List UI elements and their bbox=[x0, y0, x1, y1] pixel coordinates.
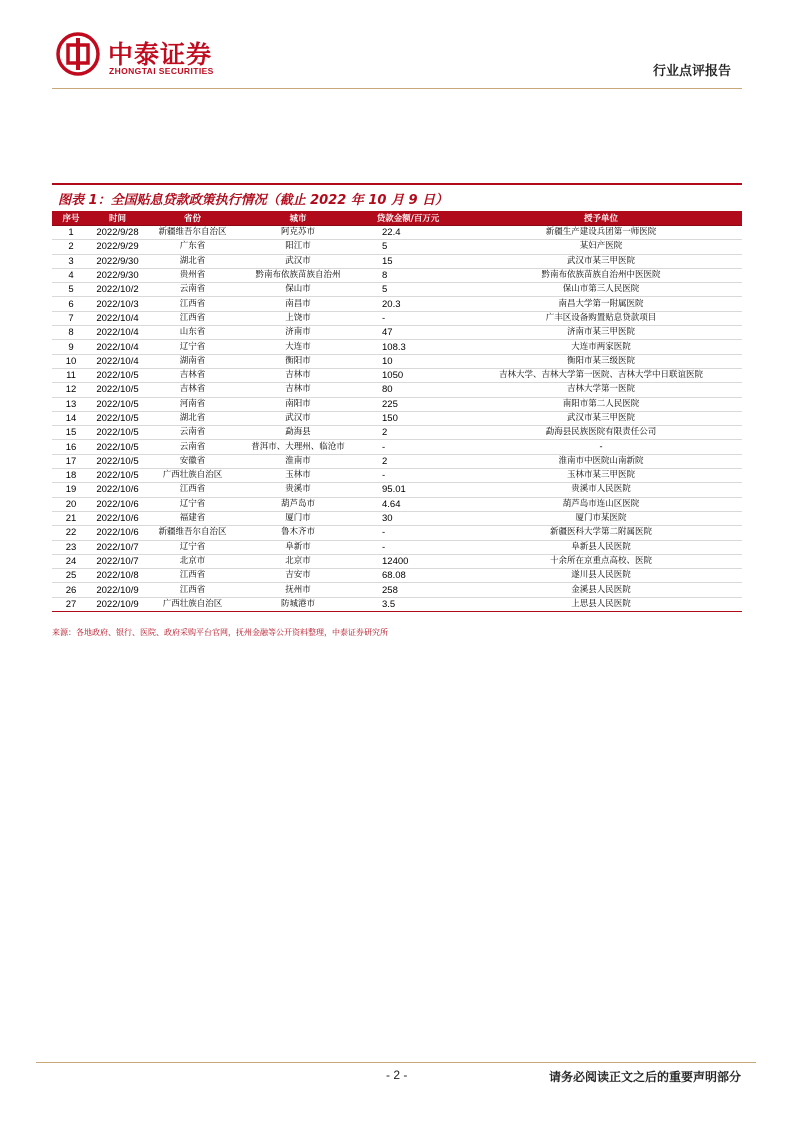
row-date: 2022/10/2 bbox=[90, 283, 145, 297]
row-city: 鲁木齐市 bbox=[240, 526, 356, 540]
row-loan-amount: 150 bbox=[356, 411, 460, 425]
row-index: 21 bbox=[52, 511, 90, 525]
row-recipient: 广丰区设备购置贴息贷款项目 bbox=[460, 311, 742, 325]
row-city: 阿克苏市 bbox=[240, 226, 356, 240]
table-row bbox=[52, 483, 742, 497]
row-index: 19 bbox=[52, 483, 90, 497]
row-province: 湖北省 bbox=[145, 411, 240, 425]
row-index: 6 bbox=[52, 297, 90, 311]
row-loan-amount: 20.3 bbox=[356, 297, 460, 311]
row-loan-amount: 1050 bbox=[356, 368, 460, 382]
row-city: 抚州市 bbox=[240, 583, 356, 597]
table-row bbox=[52, 426, 742, 440]
row-recipient: 勐海县民族医院有限责任公司 bbox=[460, 426, 742, 440]
row-province: 广西壮族自治区 bbox=[145, 469, 240, 483]
row-index: 22 bbox=[52, 526, 90, 540]
row-index: 3 bbox=[52, 254, 90, 268]
table-row bbox=[52, 340, 742, 354]
row-recipient: 保山市第三人民医院 bbox=[460, 283, 742, 297]
row-city: 防城港市 bbox=[240, 597, 356, 611]
row-recipient: 金溪县人民医院 bbox=[460, 583, 742, 597]
table-row bbox=[52, 226, 742, 240]
row-province: 江西省 bbox=[145, 311, 240, 325]
table-row bbox=[52, 383, 742, 397]
row-index: 11 bbox=[52, 368, 90, 382]
row-date: 2022/9/29 bbox=[90, 240, 145, 254]
row-loan-amount: 68.08 bbox=[356, 569, 460, 583]
row-province: 江西省 bbox=[145, 583, 240, 597]
page-header bbox=[0, 0, 793, 90]
row-city: 阳江市 bbox=[240, 240, 356, 254]
row-province: 江西省 bbox=[145, 483, 240, 497]
row-recipient: 新疆生产建设兵团第一师医院 bbox=[460, 226, 742, 240]
table-row bbox=[52, 440, 742, 454]
row-loan-amount: 108.3 bbox=[356, 340, 460, 354]
row-date: 2022/10/5 bbox=[90, 368, 145, 382]
row-loan-amount: 2 bbox=[356, 426, 460, 440]
row-recipient: 淮南市中医院山南新院 bbox=[460, 454, 742, 468]
row-recipient: 吉林大学第一医院 bbox=[460, 383, 742, 397]
row-recipient: 上思县人民医院 bbox=[460, 597, 742, 611]
row-index: 8 bbox=[52, 326, 90, 340]
row-city: 黔南布依族苗族自治州 bbox=[240, 268, 356, 282]
row-date: 2022/10/6 bbox=[90, 483, 145, 497]
row-province: 福建省 bbox=[145, 511, 240, 525]
row-recipient: 南阳市第二人民医院 bbox=[460, 397, 742, 411]
row-city: 厦门市 bbox=[240, 511, 356, 525]
row-index: 15 bbox=[52, 426, 90, 440]
row-loan-amount: 2 bbox=[356, 454, 460, 468]
row-loan-amount: 12400 bbox=[356, 554, 460, 568]
row-loan-amount: 5 bbox=[356, 283, 460, 297]
table-row bbox=[52, 540, 742, 554]
row-date: 2022/9/30 bbox=[90, 268, 145, 282]
row-city: 贵溪市 bbox=[240, 483, 356, 497]
header-divider bbox=[52, 88, 742, 89]
table-row bbox=[52, 326, 742, 340]
row-recipient: 大连市两家医院 bbox=[460, 340, 742, 354]
column-header: 授予单位 bbox=[460, 211, 742, 226]
row-province: 广东省 bbox=[145, 240, 240, 254]
row-index: 9 bbox=[52, 340, 90, 354]
row-province: 吉林省 bbox=[145, 368, 240, 382]
row-date: 2022/10/5 bbox=[90, 454, 145, 468]
row-recipient: 葫芦岛市连山区医院 bbox=[460, 497, 742, 511]
row-date: 2022/10/8 bbox=[90, 569, 145, 583]
row-index: 4 bbox=[52, 268, 90, 282]
row-city: 南昌市 bbox=[240, 297, 356, 311]
table-row bbox=[52, 583, 742, 597]
row-recipient: 南昌大学第一附属医院 bbox=[460, 297, 742, 311]
row-province: 吉林省 bbox=[145, 383, 240, 397]
row-province: 北京市 bbox=[145, 554, 240, 568]
row-index: 13 bbox=[52, 397, 90, 411]
row-date: 2022/10/9 bbox=[90, 597, 145, 611]
column-header: 城市 bbox=[240, 211, 356, 226]
row-province: 广西壮族自治区 bbox=[145, 597, 240, 611]
row-date: 2022/10/6 bbox=[90, 511, 145, 525]
row-loan-amount: - bbox=[356, 311, 460, 325]
footer-divider bbox=[36, 1062, 756, 1063]
row-city: 玉林市 bbox=[240, 469, 356, 483]
row-loan-amount: - bbox=[356, 440, 460, 454]
row-index: 23 bbox=[52, 540, 90, 554]
table-row bbox=[52, 454, 742, 468]
figure-title: 图表 1：全国贴息贷款政策执行情况（截止 2022 年 10 月 9 日） bbox=[58, 193, 449, 208]
row-city: 武汉市 bbox=[240, 254, 356, 268]
row-loan-amount: 22.4 bbox=[356, 226, 460, 240]
column-header: 时间 bbox=[90, 211, 145, 226]
table-row bbox=[52, 597, 742, 611]
row-recipient: 新疆医科大学第二附属医院 bbox=[460, 526, 742, 540]
row-city: 吉林市 bbox=[240, 368, 356, 382]
row-city: 大连市 bbox=[240, 340, 356, 354]
row-province: 湖南省 bbox=[145, 354, 240, 368]
row-index: 7 bbox=[52, 311, 90, 325]
row-loan-amount: 4.64 bbox=[356, 497, 460, 511]
row-loan-amount: 8 bbox=[356, 268, 460, 282]
column-header: 省份 bbox=[145, 211, 240, 226]
column-header: 贷款金额/百万元 bbox=[356, 211, 460, 226]
row-province: 云南省 bbox=[145, 283, 240, 297]
page-number: - 2 - bbox=[386, 1068, 408, 1082]
table-row bbox=[52, 397, 742, 411]
row-city: 南阳市 bbox=[240, 397, 356, 411]
row-date: 2022/10/4 bbox=[90, 340, 145, 354]
row-date: 2022/10/5 bbox=[90, 426, 145, 440]
row-city: 吉林市 bbox=[240, 383, 356, 397]
row-city: 吉安市 bbox=[240, 569, 356, 583]
loan-policy-table bbox=[52, 211, 742, 612]
source-note: 来源：各地政府、银行、医院、政府采购平台官网，抚州金融等公开资料整理，中泰证券研究所 bbox=[52, 628, 388, 637]
row-index: 27 bbox=[52, 597, 90, 611]
row-index: 25 bbox=[52, 569, 90, 583]
row-loan-amount: 258 bbox=[356, 583, 460, 597]
logo-chinese-text: 中泰证券 bbox=[108, 40, 213, 69]
row-province: 辽宁省 bbox=[145, 540, 240, 554]
row-province: 新疆维吾尔自治区 bbox=[145, 226, 240, 240]
row-province: 河南省 bbox=[145, 397, 240, 411]
row-loan-amount: 5 bbox=[356, 240, 460, 254]
row-city: 北京市 bbox=[240, 554, 356, 568]
row-date: 2022/10/7 bbox=[90, 554, 145, 568]
row-date: 2022/10/4 bbox=[90, 311, 145, 325]
table-row bbox=[52, 469, 742, 483]
zhongtai-logo-icon bbox=[56, 32, 100, 76]
row-loan-amount: 3.5 bbox=[356, 597, 460, 611]
row-city: 阜新市 bbox=[240, 540, 356, 554]
row-date: 2022/10/5 bbox=[90, 397, 145, 411]
row-date: 2022/10/4 bbox=[90, 326, 145, 340]
row-loan-amount: 30 bbox=[356, 511, 460, 525]
row-city: 勐海县 bbox=[240, 426, 356, 440]
row-index: 20 bbox=[52, 497, 90, 511]
row-city: 衡阳市 bbox=[240, 354, 356, 368]
table-row bbox=[52, 311, 742, 325]
row-date: 2022/10/6 bbox=[90, 526, 145, 540]
row-loan-amount: - bbox=[356, 540, 460, 554]
table-row bbox=[52, 297, 742, 311]
table-row bbox=[52, 526, 742, 540]
row-recipient: 衡阳市某三级医院 bbox=[460, 354, 742, 368]
row-province: 湖北省 bbox=[145, 254, 240, 268]
row-province: 江西省 bbox=[145, 569, 240, 583]
row-loan-amount: 225 bbox=[356, 397, 460, 411]
row-recipient: 吉林大学、吉林大学第一医院、吉林大学中日联谊医院 bbox=[460, 368, 742, 382]
table-row bbox=[52, 368, 742, 382]
table-row bbox=[52, 411, 742, 425]
row-recipient: 遂川县人民医院 bbox=[460, 569, 742, 583]
disclaimer-text: 请务必阅读正文之后的重要声明部分 bbox=[548, 1070, 741, 1084]
row-province: 山东省 bbox=[145, 326, 240, 340]
row-date: 2022/10/9 bbox=[90, 583, 145, 597]
row-date: 2022/10/5 bbox=[90, 383, 145, 397]
row-city: 武汉市 bbox=[240, 411, 356, 425]
row-date: 2022/10/6 bbox=[90, 497, 145, 511]
row-date: 2022/10/7 bbox=[90, 540, 145, 554]
row-recipient: 贵溪市人民医院 bbox=[460, 483, 742, 497]
row-loan-amount: - bbox=[356, 526, 460, 540]
row-province: 云南省 bbox=[145, 426, 240, 440]
figure-title-bar bbox=[52, 183, 742, 211]
row-recipient: 厦门市某医院 bbox=[460, 511, 742, 525]
row-recipient: 济南市某三甲医院 bbox=[460, 326, 742, 340]
row-recipient: 玉林市某三甲医院 bbox=[460, 469, 742, 483]
row-index: 2 bbox=[52, 240, 90, 254]
row-city: 普洱市、大理州、临沧市 bbox=[240, 440, 356, 454]
report-type-label: 行业点评报告 bbox=[652, 64, 731, 79]
row-recipient: 十余所在京重点高校、医院 bbox=[460, 554, 742, 568]
row-recipient: 阜新县人民医院 bbox=[460, 540, 742, 554]
row-date: 2022/9/30 bbox=[90, 254, 145, 268]
row-index: 10 bbox=[52, 354, 90, 368]
row-index: 1 bbox=[52, 226, 90, 240]
table-row bbox=[52, 268, 742, 282]
row-date: 2022/10/5 bbox=[90, 440, 145, 454]
logo-english-text: ZHONGTAI SECURITIES bbox=[109, 66, 214, 76]
table-row bbox=[52, 511, 742, 525]
column-header: 序号 bbox=[52, 211, 90, 226]
row-date: 2022/10/5 bbox=[90, 411, 145, 425]
row-index: 5 bbox=[52, 283, 90, 297]
row-province: 云南省 bbox=[145, 440, 240, 454]
row-city: 淮南市 bbox=[240, 454, 356, 468]
row-recipient: 武汉市某三甲医院 bbox=[460, 254, 742, 268]
row-recipient: 某妇产医院 bbox=[460, 240, 742, 254]
row-city: 葫芦岛市 bbox=[240, 497, 356, 511]
row-index: 26 bbox=[52, 583, 90, 597]
row-province: 辽宁省 bbox=[145, 497, 240, 511]
table-row bbox=[52, 497, 742, 511]
row-index: 17 bbox=[52, 454, 90, 468]
table-header-row bbox=[52, 211, 742, 226]
row-province: 辽宁省 bbox=[145, 340, 240, 354]
table-row bbox=[52, 240, 742, 254]
row-index: 16 bbox=[52, 440, 90, 454]
row-province: 安徽省 bbox=[145, 454, 240, 468]
row-loan-amount: 47 bbox=[356, 326, 460, 340]
row-recipient: 武汉市某三甲医院 bbox=[460, 411, 742, 425]
row-loan-amount: 95.01 bbox=[356, 483, 460, 497]
row-index: 18 bbox=[52, 469, 90, 483]
table-row bbox=[52, 283, 742, 297]
table-row bbox=[52, 354, 742, 368]
table-row bbox=[52, 554, 742, 568]
row-recipient: - bbox=[460, 440, 742, 454]
row-index: 14 bbox=[52, 411, 90, 425]
row-city: 上饶市 bbox=[240, 311, 356, 325]
row-loan-amount: 15 bbox=[356, 254, 460, 268]
row-date: 2022/10/4 bbox=[90, 354, 145, 368]
row-province: 贵州省 bbox=[145, 268, 240, 282]
row-city: 保山市 bbox=[240, 283, 356, 297]
row-date: 2022/10/5 bbox=[90, 469, 145, 483]
row-province: 新疆维吾尔自治区 bbox=[145, 526, 240, 540]
row-loan-amount: 10 bbox=[356, 354, 460, 368]
table-body bbox=[52, 226, 742, 612]
table-row bbox=[52, 569, 742, 583]
row-index: 24 bbox=[52, 554, 90, 568]
row-province: 江西省 bbox=[145, 297, 240, 311]
table-row bbox=[52, 254, 742, 268]
row-city: 济南市 bbox=[240, 326, 356, 340]
row-loan-amount: - bbox=[356, 469, 460, 483]
row-recipient: 黔南布依族苗族自治州中医医院 bbox=[460, 268, 742, 282]
row-index: 12 bbox=[52, 383, 90, 397]
row-date: 2022/9/28 bbox=[90, 226, 145, 240]
row-loan-amount: 80 bbox=[356, 383, 460, 397]
row-date: 2022/10/3 bbox=[90, 297, 145, 311]
